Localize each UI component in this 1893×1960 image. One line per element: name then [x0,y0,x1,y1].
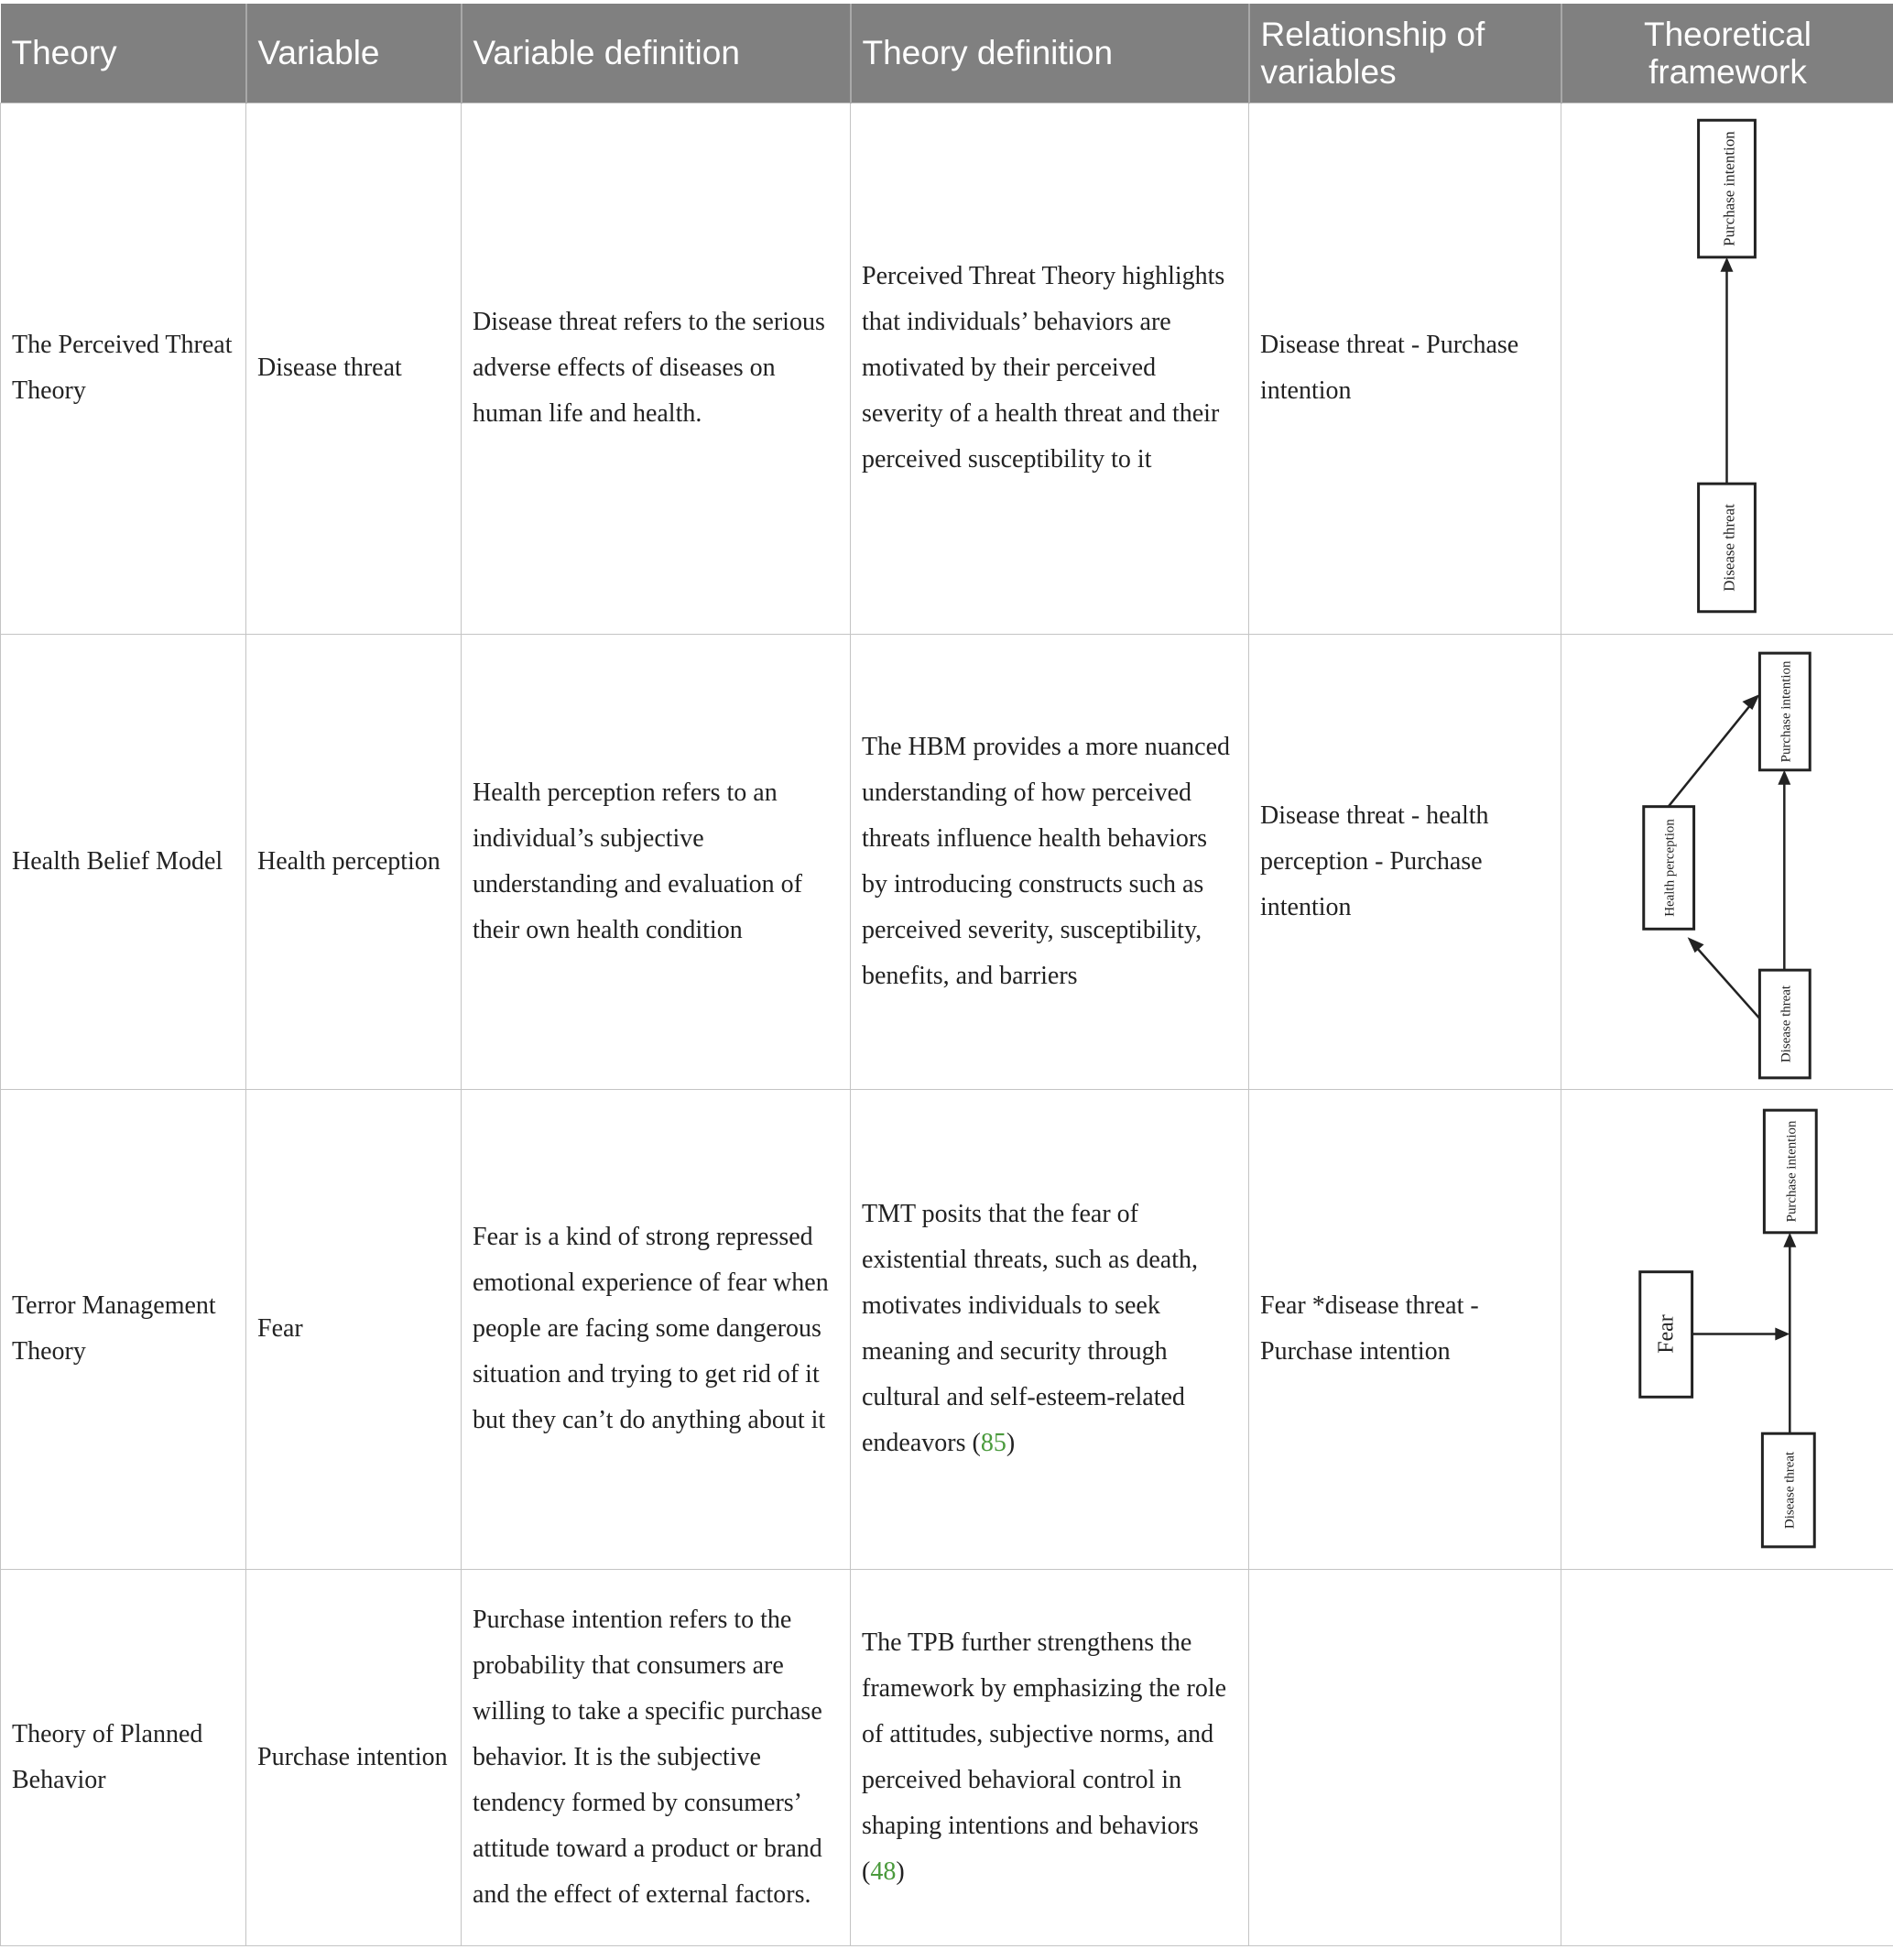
arrow-threat-to-perception [1694,944,1760,1018]
purchase-intention-label: Purchase intention [1720,130,1738,246]
relationship-cell: Disease threat - Purchase intention [1249,103,1561,634]
arrowhead-icon [1778,769,1790,784]
framework-cell [1561,103,1893,634]
table-row [1,1089,1893,1569]
health-perception-label: Health perception [1662,818,1678,917]
theory-table [0,4,1893,1946]
framework-diagram-terror-management [1561,1090,1893,1569]
variable-definition-cell: Disease threat refers to the serious adverse effects of diseases on human life and health. [462,103,851,634]
header-theory-definition: Theory definition [851,4,1249,103]
header-variable: Variable [246,4,462,103]
arrowhead-icon [1783,1232,1796,1247]
theory-definition-text: The TPB further strengthens the framework by emphasizing the role of attitudes, subjective norms, and perceived behavioral control in shaping intentions and behaviors ( [862,1628,1227,1886]
variable-definition-cell: Fear is a kind of strong repressed emotional experience of fear when people are facing some dangerous situation and trying to get rid of it but they can’t do anything about it [462,1089,851,1569]
disease-threat-label: Disease threat [1782,1451,1798,1529]
header-variable-definition: Variable definition [462,4,851,103]
framework-cell [1561,634,1893,1089]
purchase-intention-label: Purchase intention [1784,1120,1800,1222]
disease-threat-label: Disease threat [1720,503,1738,592]
variable-cell: Fear [246,1089,462,1569]
variable-cell: Purchase intention [246,1569,462,1945]
framework-cell [1561,1089,1893,1569]
framework-cell [1561,1569,1893,1945]
arrowhead-icon [1721,256,1734,271]
fear-label: Fear [1654,1313,1679,1354]
theory-cell: Terror Management Theory [1,1089,246,1569]
variable-definition-cell: Health perception refers to an individual’s subjective understanding and evaluation of their own health condition [462,634,851,1089]
arrowhead-icon [1775,1327,1790,1340]
header-row [1,4,1893,103]
table-row [1,103,1893,634]
theory-cell: Theory of Planned Behavior [1,1569,246,1945]
purchase-intention-label: Purchase intention [1779,660,1794,762]
relationship-cell: Fear *disease threat - Purchase intention [1249,1089,1561,1569]
table-row [1,1569,1893,1945]
theory-definition-cell: Perceived Threat Theory highlights that individuals’ behaviors are motivated by their perceived severity of a health threat and their perceived susceptibility to it [851,103,1249,634]
variable-cell: Disease threat [246,103,462,634]
theory-definition-cell [851,1569,1249,1945]
citation-link[interactable]: 48 [870,1857,897,1886]
header-framework: Theoretical framework [1561,4,1893,103]
framework-diagram-perceived-threat [1561,103,1893,634]
arrow-perception-to-intention [1669,701,1754,806]
disease-threat-label: Disease threat [1779,985,1794,1062]
theory-definition-text: TMT posits that the fear of existential threats, such as death, motivates individuals to seek meaning and security through cultural and self-esteem-related endeavors ( [862,1200,1198,1457]
theory-cell: Health Belief Model [1,634,246,1089]
relationship-cell [1249,1569,1561,1945]
theory-definition-end: ) [896,1857,905,1886]
table-row [1,634,1893,1089]
arrowhead-icon [1742,694,1759,710]
theory-definition-cell: The HBM provides a more nuanced understanding of how perceived threats influence health behaviors by introducing constructs such as perceived severity, susceptibility, benefits, and barriers [851,634,1249,1089]
header-theory: Theory [1,4,246,103]
citation-link[interactable]: 85 [980,1429,1006,1457]
framework-diagram-health-belief [1561,635,1893,1089]
theory-definition-end: ) [1006,1429,1016,1457]
arrowhead-icon [1688,937,1704,953]
theory-definition-cell [851,1089,1249,1569]
variable-cell: Health perception [246,634,462,1089]
relationship-cell: Disease threat - health perception - Purchase intention [1249,634,1561,1089]
variable-definition-cell: Purchase intention refers to the probability that consumers are willing to take a specific purchase behavior. It is the subjective tendency formed by consumers’ attitude toward a product or brand and the effect of external factors. [462,1569,851,1945]
theory-cell: The Perceived Threat Theory [1,103,246,634]
table-header [1,4,1893,103]
header-relationship: Relationship of variables [1249,4,1561,103]
